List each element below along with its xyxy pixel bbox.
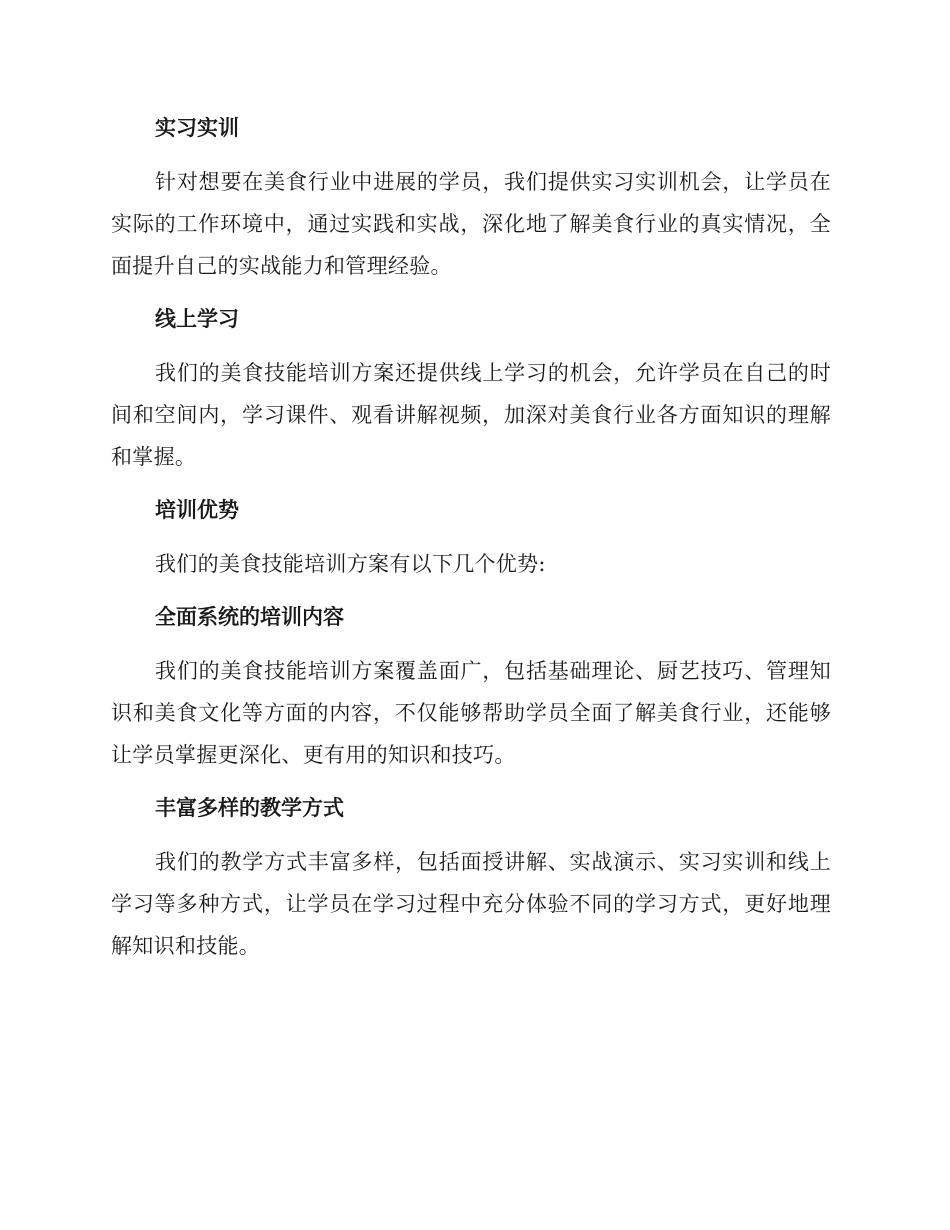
document-body [111,108,831,967]
section-heading-advantages: 培训优势 [155,498,239,522]
section-heading-internship: 实习实训 [155,116,239,140]
section-paragraph-teaching-methods: 我们的教学方式丰富多样，包括面授讲解、实战演示、实习实训和线上学习等多种方式，让学员在学习过程中充分体验不同的学习方式，更好地理解知识和技能。 [111,850,831,958]
section-heading-online-learning: 线上学习 [155,307,239,331]
section-paragraph-advantages: 我们的美食技能培训方案有以下几个优势: [155,552,546,576]
section-heading-teaching-methods: 丰富多样的教学方式 [155,796,344,820]
section-heading-comprehensive-content: 全面系统的培训内容 [155,605,344,629]
section-paragraph-online-learning: 我们的美食技能培训方案还提供线上学习的机会，允许学员在自己的时间和空间内，学习课件、观看讲解视频，加深对美食行业各方面知识的理解和掌握。 [111,361,831,469]
section-paragraph-comprehensive-content: 我们的美食技能培训方案覆盖面广，包括基础理论、厨艺技巧、管理知识和美食文化等方面的内容，不仅能够帮助学员全面了解美食行业，还能够让学员掌握更深化、更有用的知识和技巧。 [111,659,831,767]
section-paragraph-internship: 针对想要在美食行业中进展的学员，我们提供实习实训机会，让学员在实际的工作环境中，通过实践和实战，深化地了解美食行业的真实情况，全面提升自己的实战能力和管理经验。 [111,170,831,278]
